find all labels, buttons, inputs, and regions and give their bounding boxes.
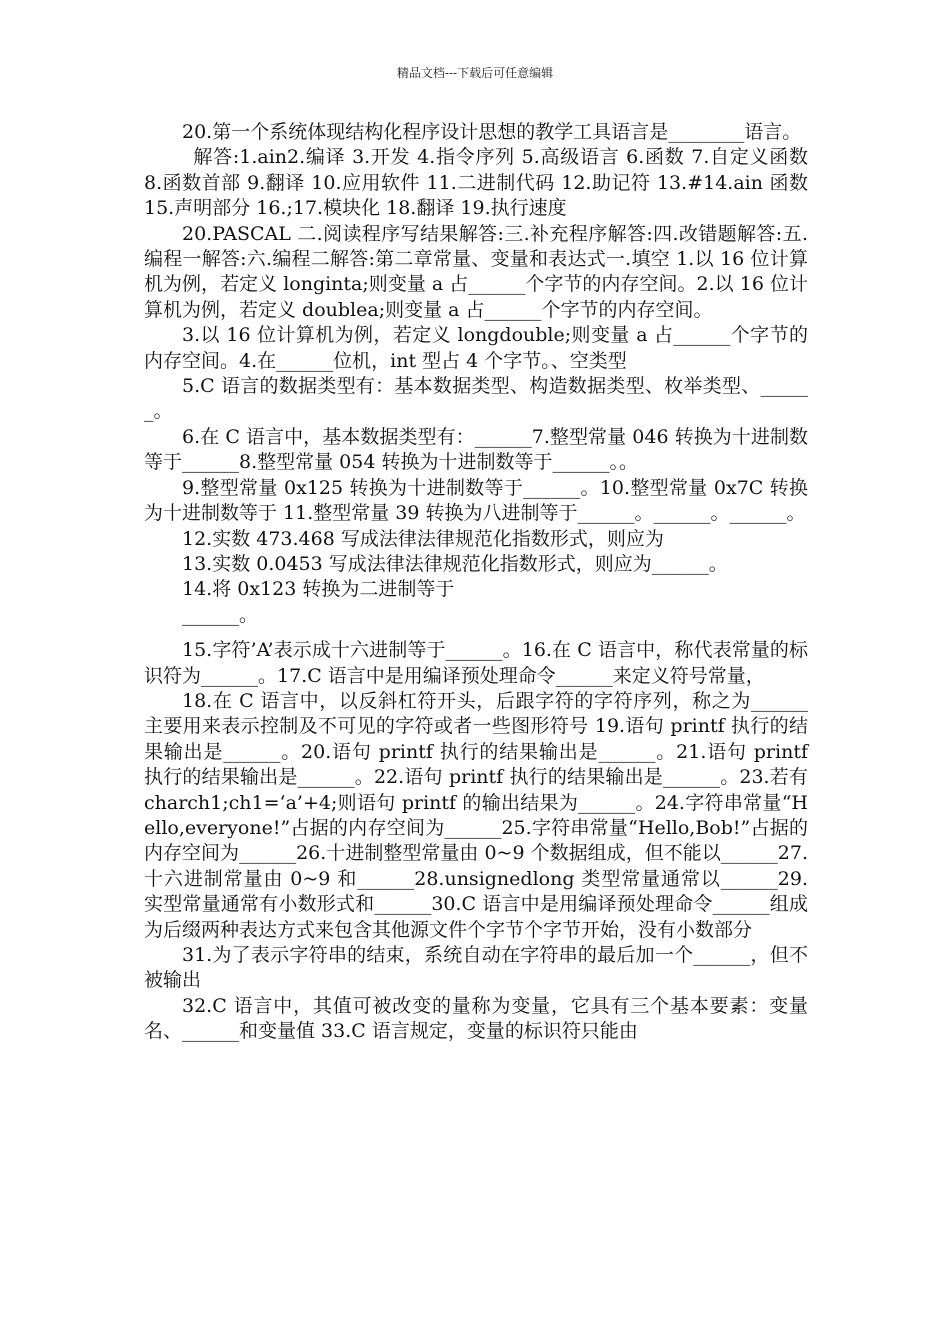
paragraph: 解答:1.ain2.编译 3.开发 4.指令序列 5.高级语言 6.函数 7.自定义函数 8.函数首部 9.翻译 10.应用软件 11.二进制代码 12.助记符 13.#14.ain 函数 15.声明部分 16.;17.模块化 18.翻译 19.执行速度 — [144, 146, 808, 220]
paragraph: 9.整型常量 0x125 转换为十进制数等于______。10.整型常量 0x7C 转换为十进制数等于 11.整型常量 39 转换为八进制等于______。______。______。 — [144, 476, 808, 525]
paragraph: 15.字符’A’表示成十六进制等于______。16.在 C 语言中，称代表常量的标识符为______。17.C 语言中是用编译预处理命令______来定义符号常量， — [144, 639, 808, 687]
paragraph: 31.为了表示字符串的结束，系统自动在字符串的最后加一个______，但不被输出 — [144, 944, 808, 992]
paragraph: 12.实数 473.468 写成法律法律规范化指数形式，则应为 — [182, 527, 664, 550]
paragraph: 14.将 0x123 转换为二进制等于 — [182, 578, 455, 601]
paragraph: ______。 — [182, 603, 259, 626]
document-body — [144, 120, 808, 1045]
paragraph: 32.C 语言中，其值可被改变的量称为变量，它具有三个基本要素：变量名、______和变量值 33.C 语言规定，变量的标识符只能由 — [144, 994, 808, 1043]
paragraph: 20.PASCAL 二.阅读程序写结果解答:三.补充程序解答:四.改错题解答:五.编程一解答:六.编程二解答:第二章常量、变量和表达式一.填空 1.以 16 位计算机为例，若定义 longinta;则变量 a 占______个字节的内存空间。2.以 16 位计算机为例，若定义 doublea;则变量 a 占______个字节的内存空间。 — [144, 222, 808, 321]
page-header: 精品文档---下载后可任意编辑 — [396, 66, 554, 80]
paragraph: 18.在 C 语言中，以反斜杠符开头，后跟字符的字符序列，称之为______主要用来表示控制及不可见的字符或者一些图形符号 19.语句 printf 执行的结果输出是______。20.语句 printf 执行的结果输出是______。21.语句 printf 执行的结果输出是______。22.语句 printf 执行的结果输出是______。23.若有 charch1;ch1=‘a’+4;则语句 printf 的输出结果为______。24.字符串常量“Hello,everyone!”占据的内存空间为______25.字符串常量“Hello,Bob!”占据的内存空间为______26.十进制整型常量由 0~9 个数据组成，但不能以______27.十六进制常量由 0~9 和______28.unsignedlong 类型常量通常以______29.实型常量通常有小数形式和______30.C 语言中是用编译预处理命令______组成为后缀两种表达方式来包含其他源文件个字节个字节开始，没有小数部分 — [144, 689, 808, 941]
paragraph: 6.在 C 语言中，基本数据类型有：______7.整型常量 046 转换为十进制数等于______8.整型常量 054 转换为十进制数等于______。。 — [144, 425, 808, 474]
paragraph: 5.C 语言的数据类型有：基本数据类型、构造数据类型、枚举类型、______。 — [144, 375, 808, 423]
paragraph: 20.第一个系统体现结构化程序设计思想的教学工具语言是________语言。 — [182, 121, 802, 143]
paragraph: 3.以 16 位计算机为例，若定义 longdouble;则变量 a 占______个字节的内存空间。4.在______位机，int 型占 4 个字节。、空类型 — [144, 324, 808, 372]
paragraph: 13.实数 0.0453 写成法律法律规范化指数形式，则应为______。 — [182, 552, 728, 575]
